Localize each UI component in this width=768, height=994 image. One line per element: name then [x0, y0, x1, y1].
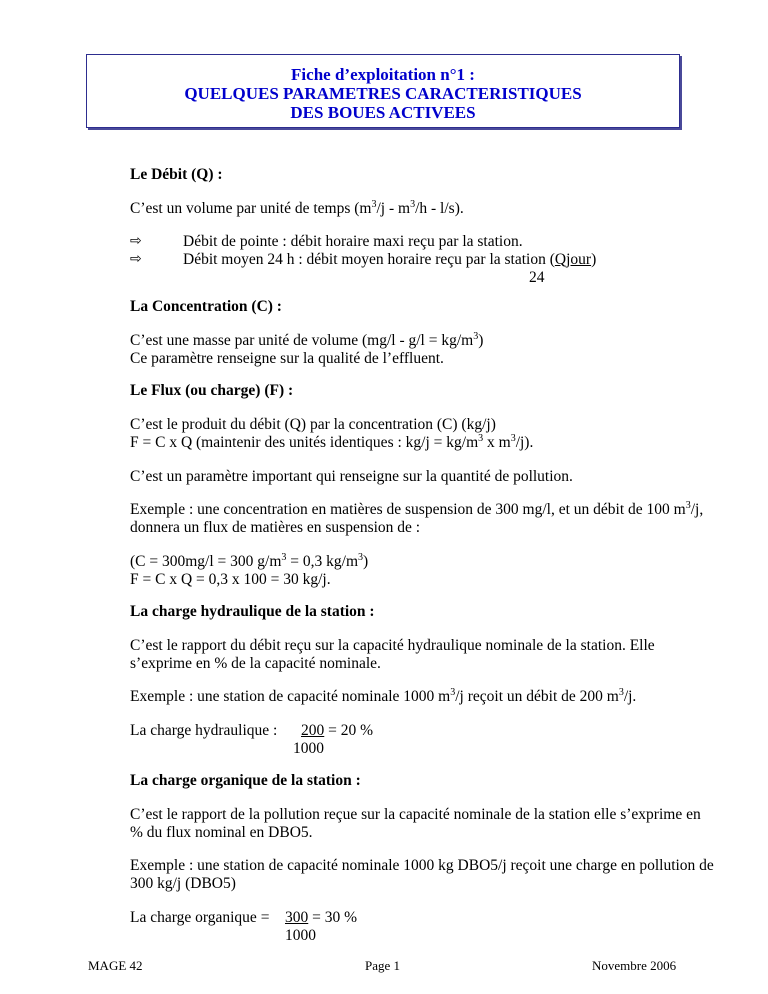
title-line-2: QUELQUES PARAMETRES CARACTERISTIQUES: [184, 84, 582, 103]
hydraulique-formula: 200 = 20 %: [301, 722, 374, 739]
flux-line-1: C’est le produit du débit (Q) par la concentration (C) (kg/j): [130, 416, 496, 433]
hydraulique-formula-label: La charge hydraulique :: [130, 722, 278, 739]
heading-concentration: La Concentration (C) :: [130, 298, 282, 315]
organique-formula-label: La charge organique =: [130, 909, 270, 926]
flux-calc-2: F = C x Q = 0,3 x 100 = 30 kg/j.: [130, 571, 331, 588]
title-line-3: DES BOUES ACTIVEES: [290, 103, 476, 122]
concentration-line-2: Ce paramètre renseigne sur la qualité de l’effluent.: [130, 350, 444, 367]
heading-flux: Le Flux (ou charge) (F) :: [130, 382, 294, 399]
organique-formula-denominator: 1000: [285, 927, 316, 944]
organique-line-2: % du flux nominal en DBO5.: [130, 824, 313, 841]
title-line-1: Fiche d’exploitation n°1 :: [291, 65, 475, 84]
hydraulique-example: Exemple : une station de capacité nominale 1000 $m^3/j$ reçoit un débit de 200 $m^3/j$.: [130, 686, 637, 705]
concentration-line-1: C’est une masse par unité de volume $(mg/l - g/l = kg/m^3)$: [130, 330, 484, 349]
hydraulique-line-2: s’exprime en % de la capacité nominale.: [130, 655, 381, 672]
footer-left: MAGE 42: [88, 958, 143, 973]
flux-line-3: C’est un paramètre important qui renseigne sur la quantité de pollution.: [130, 468, 573, 485]
debit-item-pointe: Débit de pointe : débit horaire maxi reçu par la station.: [183, 233, 523, 250]
debit-item-moyen: Débit moyen 24 h : débit moyen horaire reçu par la station (Qjour): [183, 251, 597, 268]
organique-example-2: 300 kg/j (DBO5): [130, 875, 236, 892]
heading-charge-organique: La charge organique de la station :: [130, 772, 361, 789]
heading-charge-hydraulique: La charge hydraulique de la station :: [130, 603, 375, 620]
arrow-right-icon: ⇨: [130, 233, 142, 249]
organique-line-1: C’est le rapport de la pollution reçue sur la capacité nominale de la station elle s’exprime en: [130, 806, 701, 823]
arrow-right-icon: ⇨: [130, 251, 142, 267]
hydraulique-line-1: C’est le rapport du débit reçu sur la capacité hydraulique nominale de la station. Elle: [130, 637, 655, 654]
footer-page-number: Page 1: [365, 958, 401, 973]
flux-example-1: Exemple : une concentration en matières de suspension de 300 mg/l, et un débit de 100 $m^3/j$,: [130, 499, 704, 518]
title-box: [86, 54, 680, 128]
flux-example-2: donnera un flux de matières en suspension de :: [130, 519, 421, 536]
footer-date: Novembre 2006: [592, 958, 677, 973]
organique-formula: 300 = 30 %: [285, 909, 358, 926]
flux-calc-1: (C = 300mg/l = 300 $g/m^3 = 0,3$ $kg/m^3$): [130, 551, 369, 570]
flux-line-2: F = C x Q (maintenir des unités identiques : $kg/j = kg/m^3$ x $m^3/j$).: [130, 432, 534, 451]
heading-debit: Le Débit (Q) :: [130, 166, 223, 183]
debit-item-moyen-denominator: 24: [529, 269, 545, 286]
hydraulique-formula-denominator: 1000: [293, 740, 324, 757]
organique-example-1: Exemple : une station de capacité nominale 1000 kg DBO5/j reçoit une charge en pollution de: [130, 857, 714, 874]
debit-definition: C’est un volume par unité de temps $(m^3/j - m^3/h - l/s)$.: [130, 198, 464, 217]
